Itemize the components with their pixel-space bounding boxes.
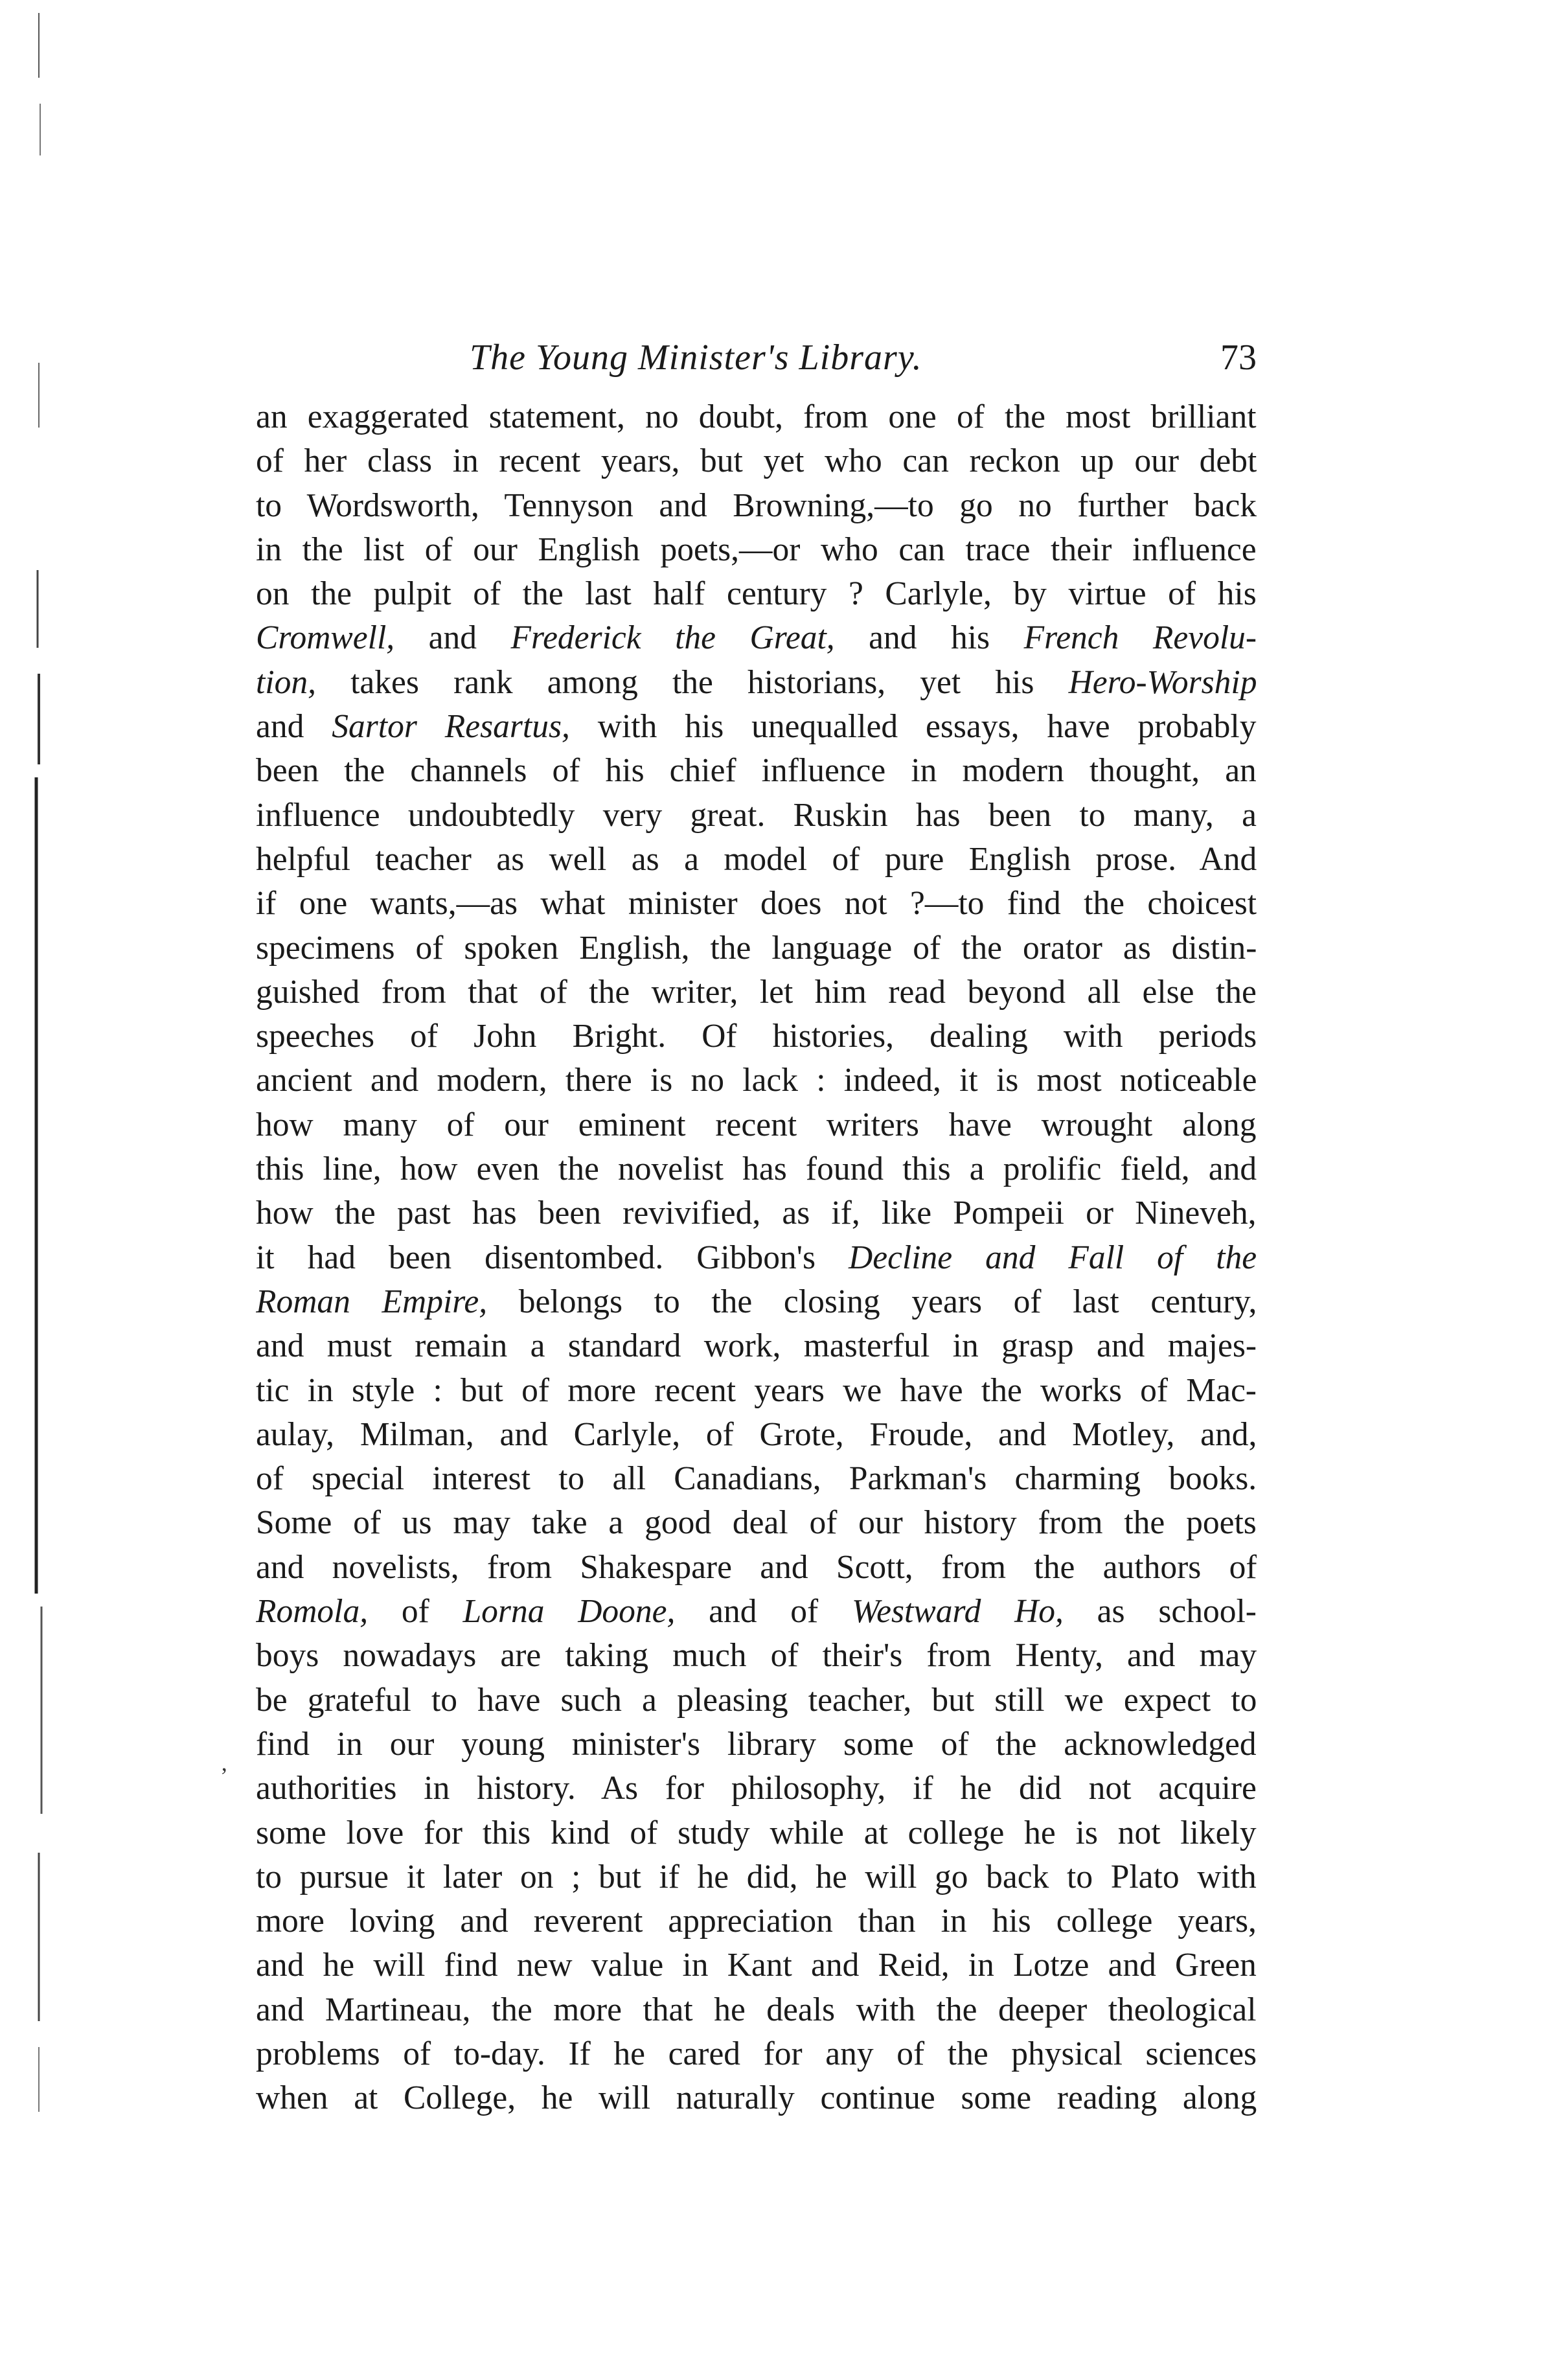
text-segment: an exaggerated statement, no doubt, from one of the most brilliant (256, 398, 1257, 435)
text-line (256, 1988, 1257, 2032)
text-segment: be grateful to have such a pleasing teacher, but still we expect to (256, 1681, 1257, 1719)
text-segment: how the past has been revivified, as if, like Pompeii or Nineveh, (256, 1195, 1257, 1232)
text-segment: and Martineau, the more that he deals with the deeper theological (256, 1991, 1257, 2028)
text-segment: and must remain a standard work, masterful in grasp and majes- (256, 1327, 1257, 1365)
text-line (256, 1413, 1257, 1457)
text-line (256, 1058, 1257, 1103)
text-line (256, 395, 1257, 439)
text-line (256, 705, 1257, 749)
italic-segment: Romola, (256, 1593, 369, 1631)
text-segment: authorities in history. As for philosophy, if he did not acquire (256, 1770, 1257, 1807)
text-line (256, 970, 1257, 1014)
text-line (256, 1678, 1257, 1722)
text-segment: this line, how even the novelist has found this a prolific field, and (256, 1150, 1257, 1188)
italic-segment: Sartor Resartus, (332, 708, 570, 746)
text-line (256, 926, 1257, 970)
text-segment: find in our young minister's library some of the acknowledged (256, 1725, 1257, 1763)
text-line (256, 1324, 1257, 1368)
text-segment: aulay, Milman, and Carlyle, of Grote, Froude, and Motley, and, (256, 1415, 1257, 1453)
text-segment: to Wordsworth, Tennyson and Browning,—to go no further back (256, 486, 1257, 524)
text-segment: and of (675, 1593, 852, 1631)
text-line (256, 882, 1257, 926)
text-line (256, 2076, 1257, 2120)
text-line (256, 838, 1257, 882)
text-segment: guished from that of the writer, let him read beyond all else the (256, 973, 1257, 1011)
text-line (256, 1899, 1257, 1943)
running-header (256, 337, 1257, 389)
text-segment: some love for this kind of study while at college he is not likely (256, 1814, 1257, 1851)
text-line (256, 1811, 1257, 1855)
text-line (256, 528, 1257, 572)
text-line (256, 794, 1257, 838)
text-line (256, 1855, 1257, 1899)
text-line (256, 1590, 1257, 1634)
text-segment: it had been disentombed. Gibbon's (256, 1239, 849, 1276)
text-line (256, 1722, 1257, 1767)
text-segment: of her class in recent years, but yet who can reckon up our debt (256, 442, 1257, 480)
text-line (256, 616, 1257, 660)
text-segment: takes rank among the historians, yet his (316, 663, 1069, 701)
text-segment: how many of our eminent recent writers have wrought along (256, 1106, 1257, 1143)
italic-segment: Lorna Doone, (462, 1593, 676, 1631)
text-segment: ancient and modern, there is no lack : indeed, it is most noticeable (256, 1062, 1257, 1099)
text-segment: on the pulpit of the last half century ? Carlyle, by virtue of his (256, 575, 1257, 613)
text-segment: and novelists, from Shakespare and Scott, from the authors of (256, 1548, 1257, 1586)
text-segment: boys nowadays are taking much of their's from Henty, and may (256, 1637, 1257, 1675)
binding-edge-marks (26, 0, 52, 2380)
text-line (256, 1236, 1257, 1280)
italic-segment: Westward Ho, (851, 1593, 1064, 1631)
italic-segment: French Revolu- (1023, 619, 1257, 657)
text-segment: belongs to the closing years of last century, (487, 1283, 1257, 1320)
stray-mark: ‚ (220, 1750, 228, 1776)
text-segment: and he will find new value in Kant and Reid, in Lotze and Green (256, 1947, 1257, 1984)
text-segment: helpful teacher as well as a model of pure English prose. And (256, 840, 1257, 878)
text-line (256, 1457, 1257, 1501)
text-line (256, 1369, 1257, 1413)
text-segment: of (368, 1593, 463, 1631)
text-segment: to pursue it later on ; but if he did, he will go back to Plato with (256, 1858, 1257, 1895)
italic-segment: Cromwell, (256, 619, 395, 657)
text-line (256, 1147, 1257, 1191)
text-segment: problems of to-day. If he cared for any of the physical sciences (256, 2035, 1257, 2072)
page-number: 73 (1220, 338, 1257, 378)
text-line (256, 1634, 1257, 1678)
text-line (256, 1280, 1257, 1324)
text-segment: as school- (1063, 1593, 1257, 1631)
running-title: The Young Minister's Library. (470, 338, 922, 378)
text-line (256, 749, 1257, 793)
italic-segment: Frederick the Great, (510, 619, 835, 657)
text-line (256, 1103, 1257, 1147)
italic-segment: Hero-Worship (1068, 663, 1257, 701)
text-line (256, 661, 1257, 705)
text-segment: of special interest to all Canadians, Parkman's charming books. (256, 1460, 1257, 1498)
text-segment: and his (834, 619, 1024, 657)
text-line (256, 1943, 1257, 1987)
text-segment: tic in style : but of more recent years we have the works of Mac- (256, 1371, 1257, 1409)
text-line (256, 572, 1257, 616)
text-line (256, 1191, 1257, 1235)
text-segment: been the channels of his chief influence in modern thought, an (256, 752, 1257, 790)
text-segment: Some of us may take a good deal of our history from the poets (256, 1504, 1257, 1542)
text-segment: and (394, 619, 511, 657)
text-line (256, 1501, 1257, 1545)
text-segment: speeches of John Bright. Of histories, dealing with periods (256, 1018, 1257, 1055)
text-line (256, 2032, 1257, 2076)
text-line (256, 484, 1257, 528)
text-segment: if one wants,—as what minister does not ?—to find the choicest (256, 885, 1257, 922)
text-segment: in the list of our English poets,—or who can trace their influence (256, 531, 1257, 568)
text-segment: more loving and reverent appreciation than in his college years, (256, 1903, 1257, 1940)
text-line (256, 1767, 1257, 1811)
body-text (256, 395, 1257, 2121)
text-line (256, 1546, 1257, 1590)
italic-segment: tion, (256, 663, 316, 701)
italic-segment: Decline and Fall of the (849, 1239, 1257, 1276)
italic-segment: Roman Empire, (256, 1283, 488, 1320)
text-segment: with his unequalled essays, have probably (569, 708, 1257, 746)
text-segment: and (256, 708, 332, 746)
text-segment: when at College, he will naturally continue some reading along (256, 2079, 1257, 2117)
text-line (256, 439, 1257, 483)
text-segment: specimens of spoken English, the language of the orator as distin- (256, 929, 1257, 967)
text-segment: influence undoubtedly very great. Ruskin has been to many, a (256, 796, 1257, 834)
text-line (256, 1014, 1257, 1058)
